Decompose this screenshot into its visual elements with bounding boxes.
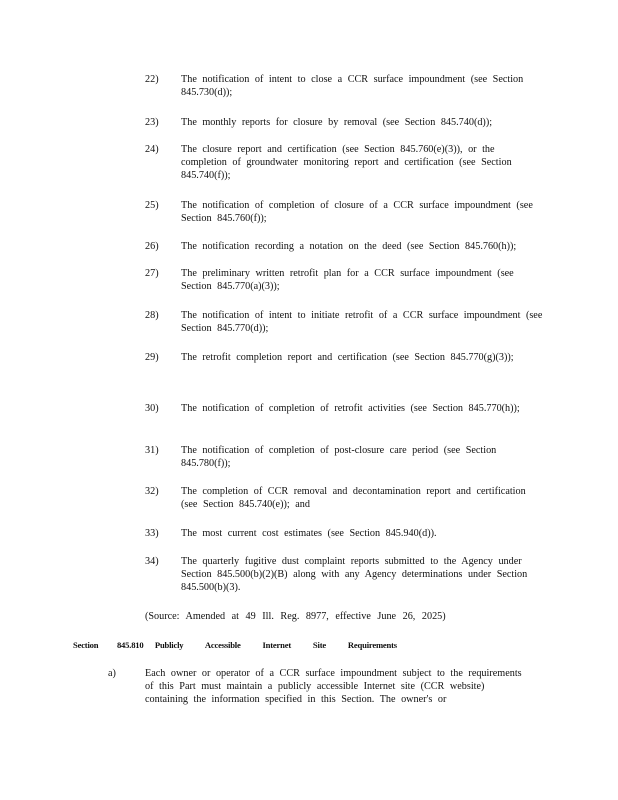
paragraph-label: a) — [108, 668, 116, 679]
list-item — [145, 485, 545, 511]
item-number: 28) — [145, 310, 159, 321]
list-item — [145, 527, 545, 540]
item-number: 34) — [145, 556, 159, 567]
item-text: The notification of completion of post-closure care period (see Section 845.780(f)); — [181, 445, 497, 470]
item-text: The most current cost estimates (see Section 845.940(d)). — [181, 528, 437, 539]
section-title: Publicly Accessible Internet Site Requirements — [154, 640, 397, 650]
item-text: The completion of CCR removal and decontamination report and certification (see Section 845.740(e)); and — [181, 486, 526, 511]
item-text: The preliminary written retrofit plan for a CCR surface impoundment (see Section 845.770(a)(3)); — [181, 268, 514, 293]
item-number: 23) — [145, 117, 159, 128]
item-number: 26) — [145, 241, 159, 252]
list-item — [145, 402, 545, 415]
list-item — [145, 267, 545, 293]
paragraph-text: Each owner or operator of a CCR surface impoundment subject to the requirements of this Part must maintain a publicly accessible Internet site (CCR website) containing the information specified in this Section. The owner's or — [145, 668, 522, 706]
item-text: The monthly reports for closure by removal (see Section 845.740(d)); — [181, 117, 493, 128]
section-heading — [73, 640, 397, 650]
item-text: The closure report and certification (see Section 845.760(e)(3)), or the completion of groundwater monitoring report and certification (see Section 845.740(f)); — [181, 144, 512, 182]
section-number: 845.810 — [116, 640, 144, 650]
item-number: 25) — [145, 200, 159, 211]
list-item — [145, 116, 545, 129]
list-item — [145, 351, 545, 364]
item-number: 27) — [145, 268, 159, 279]
item-number: 31) — [145, 445, 159, 456]
item-text: The notification recording a notation on the deed (see Section 845.760(h)); — [181, 241, 517, 252]
section-label: Section — [73, 640, 99, 650]
item-text: The quarterly fugitive dust complaint reports submitted to the Agency under Section 845.500(b)(2)(B) along with any Agency determinations under Section 845.500(b)(3). — [181, 556, 528, 594]
item-number: 32) — [145, 486, 159, 497]
paragraph-a — [108, 667, 528, 707]
list-item — [145, 73, 545, 99]
item-number: 33) — [145, 528, 159, 539]
item-text: The notification of intent to initiate retrofit of a CCR surface impoundment (see Section 845.770(d)); — [181, 310, 543, 335]
list-item — [145, 240, 545, 253]
source-note: (Source: Amended at 49 Ill. Reg. 8977, effective June 26, 2025) — [145, 611, 446, 622]
item-number: 30) — [145, 403, 159, 414]
list-item — [145, 309, 545, 335]
item-number: 22) — [145, 74, 159, 85]
item-text: The retrofit completion report and certification (see Section 845.770(g)(3)); — [181, 352, 514, 363]
item-text: The notification of intent to close a CCR surface impoundment (see Section 845.730(d)); — [181, 74, 524, 99]
item-number: 29) — [145, 352, 159, 363]
list-item — [145, 199, 545, 225]
list-item — [145, 444, 545, 470]
item-text: The notification of completion of retrofit activities (see Section 845.770(h)); — [181, 403, 520, 414]
item-number: 24) — [145, 144, 159, 155]
list-item — [145, 143, 545, 183]
item-text: The notification of completion of closure of a CCR surface impoundment (see Section 845.760(f)); — [181, 200, 533, 225]
list-item — [145, 555, 545, 595]
